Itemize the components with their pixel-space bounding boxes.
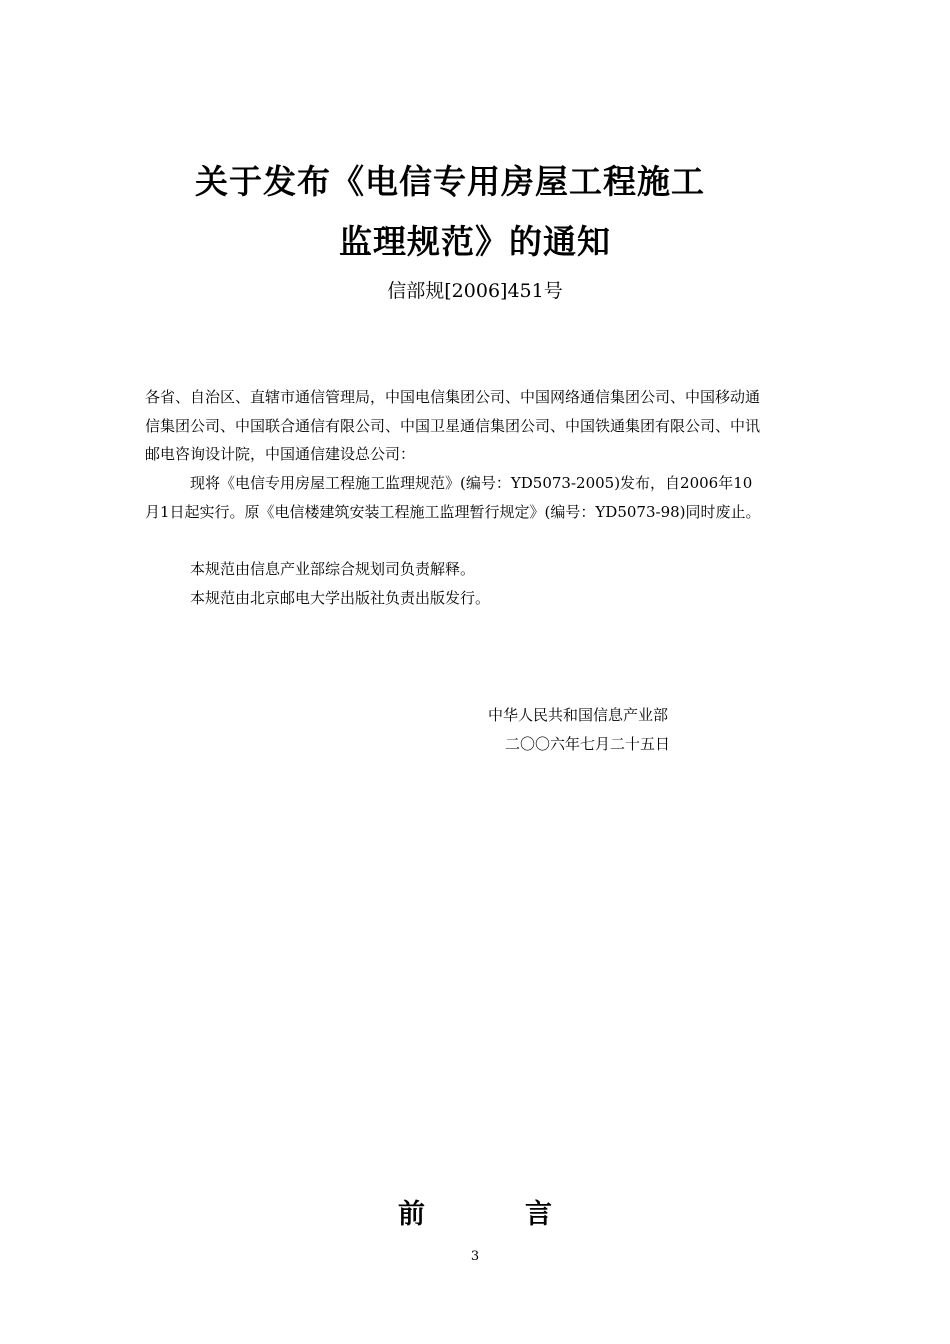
notice-title-line-1: 关于发布《电信专用房屋工程施工 xyxy=(195,162,705,201)
addressee-paragraph: 各省、自治区、直辖市通信管理局，中国电信集团公司、中国网络通信集团公司、中国移动通信集团公司、中国联合通信有限公司、中国卫星通信集团公司、中国铁通集团有限公司、中讯邮电咨询设计院，中国通信建设总公司： xyxy=(145,388,761,463)
issue-date: 二〇〇六年七月二十五日 xyxy=(505,735,671,753)
preface-heading: 前言 xyxy=(398,1199,652,1230)
notice-title-line-2: 监理规范》的通知 xyxy=(339,222,611,261)
publication-paragraph: 本规范由北京邮电大学出版社负责出版发行。 xyxy=(190,589,491,607)
announcement-paragraph: 现将《电信专用房屋工程施工监理规范》(编号：YD5073-2005)发布，自2006年10月1日起实行。原《电信楼建筑安装工程施工监理暂行规定》(编号：YD5073-98)同时废止。 xyxy=(145,474,761,521)
issuing-authority: 中华人民共和国信息产业部 xyxy=(488,706,669,724)
document-number: 信部规[2006]451号 xyxy=(387,280,563,302)
interpretation-paragraph: 本规范由信息产业部综合规划司负责解释。 xyxy=(190,560,476,578)
page-number: 3 xyxy=(470,1249,480,1264)
